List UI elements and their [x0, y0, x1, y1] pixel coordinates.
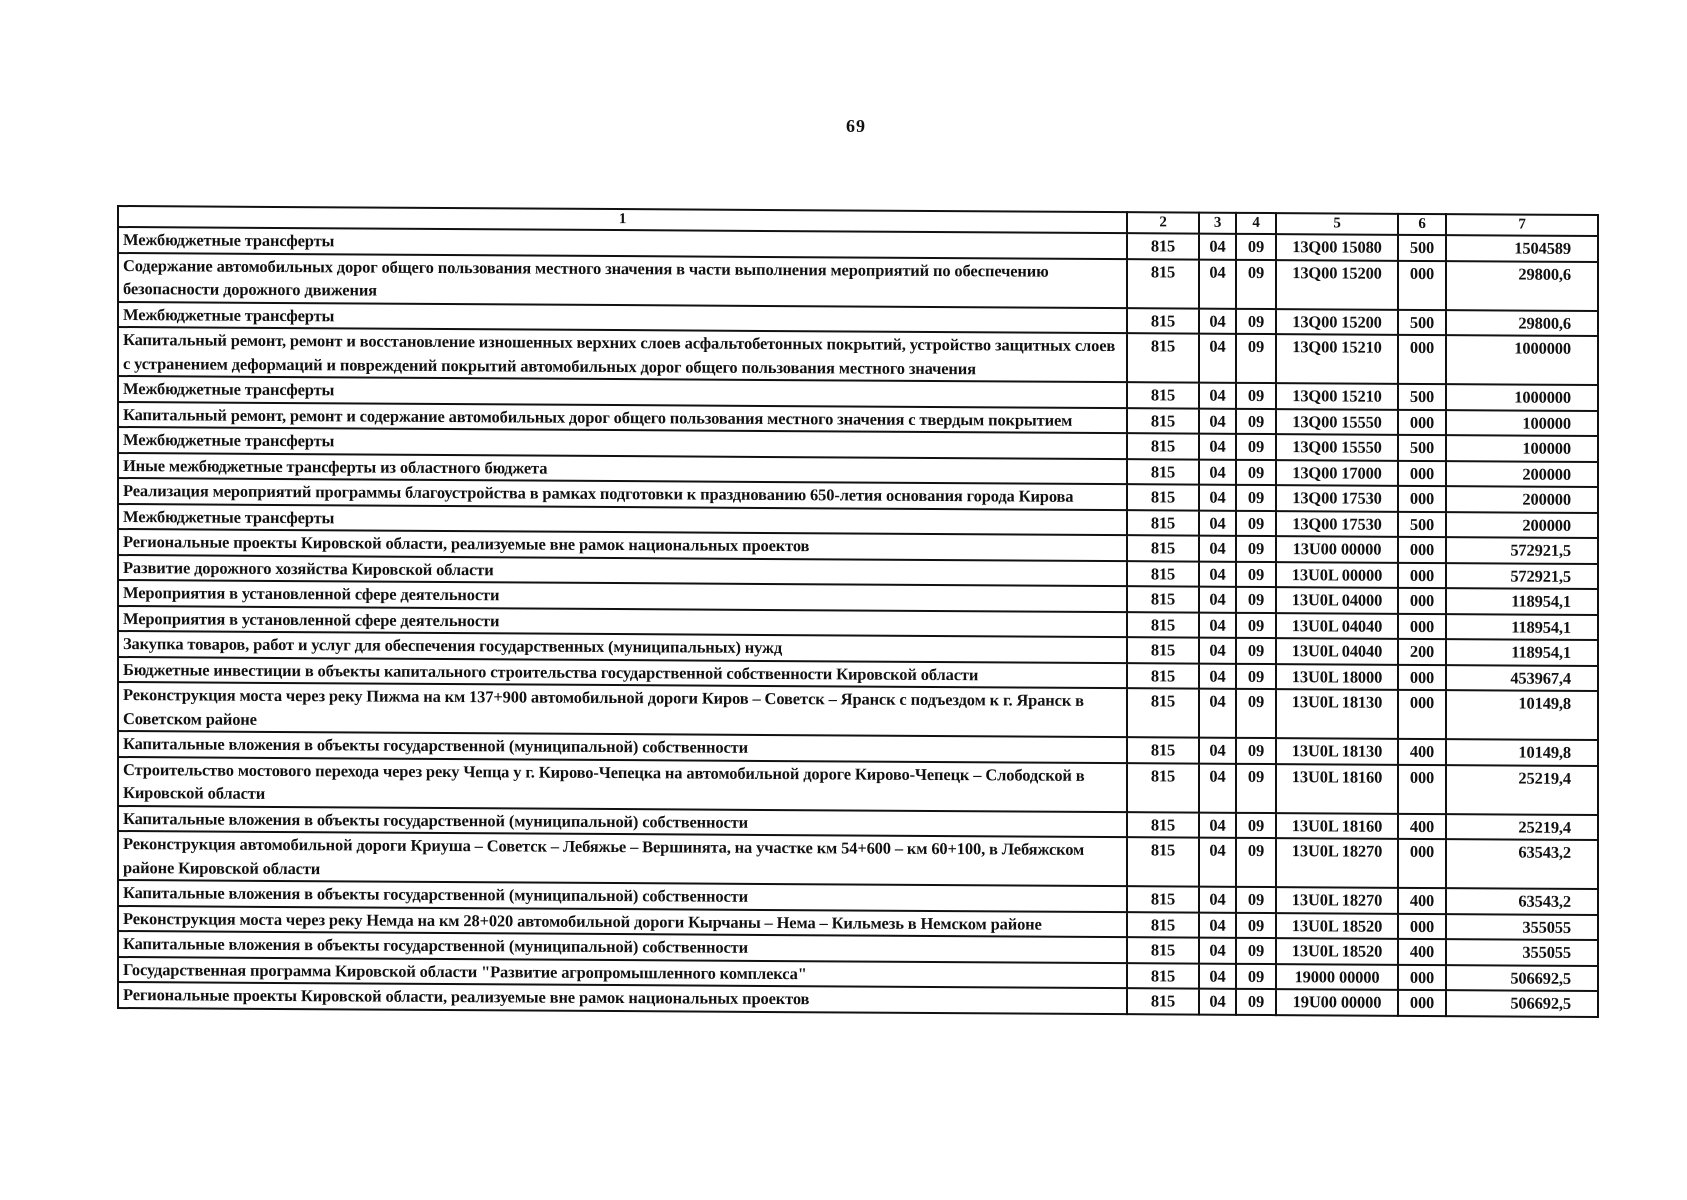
row-name-cell: Реконструкция моста через реку Пижма на км 137+900 автомобильной дороги Киров – Советск – Яранск с подъездом к г. Яранск в Советском районе [118, 682, 1127, 737]
table-row [118, 253, 1598, 311]
row-type-cell: 400 [1398, 888, 1446, 914]
row-subsection-cell: 09 [1236, 408, 1276, 434]
row-target-cell: 13Q00 15200 [1276, 260, 1398, 310]
row-code-cell: 815 [1127, 408, 1199, 434]
row-code-cell: 815 [1127, 912, 1199, 938]
row-type-cell: 000 [1398, 839, 1446, 888]
column-header: 7 [1446, 214, 1598, 236]
row-target-cell: 13Q00 15200 [1276, 309, 1398, 335]
row-target-cell: 13U0L 18520 [1276, 938, 1398, 964]
row-name-cell: Межбюджетные трансферты [118, 376, 1127, 408]
row-amount-cell: 200000 [1446, 486, 1598, 512]
row-code-cell: 815 [1127, 886, 1199, 912]
row-subsection-cell: 09 [1236, 838, 1276, 887]
row-target-cell: 13U0L 18160 [1276, 813, 1398, 839]
row-subsection-cell: 09 [1236, 383, 1276, 409]
row-section-cell: 04 [1199, 887, 1236, 913]
row-target-cell: 13U00 00000 [1276, 536, 1398, 562]
row-section-cell: 04 [1199, 938, 1236, 964]
row-amount-cell: 506692,5 [1446, 965, 1598, 991]
row-type-cell: 400 [1398, 813, 1446, 839]
table-row [118, 831, 1598, 889]
row-subsection-cell: 09 [1236, 989, 1276, 1015]
row-section-cell: 04 [1199, 259, 1236, 308]
row-name-cell: Мероприятия в установленной сфере деятельности [118, 580, 1127, 612]
row-name-cell: Мероприятия в установленной сфере деятельности [118, 606, 1127, 638]
row-name-cell: Развитие дорожного хозяйства Кировской области [118, 555, 1127, 587]
row-target-cell: 13U0L 18270 [1276, 838, 1398, 888]
row-target-cell: 13Q00 17000 [1276, 460, 1398, 486]
row-name-cell: Реконструкция автомобильной дороги Криуша – Советск – Лебяжье – Вершинята, на участке км 54+600 – км 60+100, в Лебяжском районе Кировской области [118, 831, 1127, 886]
row-subsection-cell: 09 [1236, 938, 1276, 964]
row-section-cell: 04 [1199, 334, 1236, 383]
row-type-cell: 000 [1398, 335, 1446, 384]
row-subsection-cell: 09 [1236, 510, 1276, 536]
row-subsection-cell: 09 [1236, 536, 1276, 562]
row-subsection-cell: 09 [1236, 259, 1276, 308]
row-type-cell: 000 [1398, 690, 1446, 739]
column-header: 2 [1127, 212, 1199, 233]
row-name-cell: Региональные проекты Кировской области, реализуемые вне рамок национальных проектов [118, 982, 1127, 1014]
row-type-cell: 000 [1398, 260, 1446, 309]
row-subsection-cell: 09 [1236, 334, 1276, 383]
row-code-cell: 815 [1127, 459, 1199, 485]
row-target-cell: 13Q00 17530 [1276, 485, 1398, 511]
row-type-cell: 000 [1398, 588, 1446, 614]
row-amount-cell: 29800,6 [1446, 310, 1598, 336]
row-amount-cell: 506692,5 [1446, 990, 1598, 1016]
row-target-cell: 13U0L 04040 [1276, 638, 1398, 664]
row-type-cell: 500 [1398, 384, 1446, 410]
row-subsection-cell: 09 [1236, 887, 1276, 913]
row-type-cell: 000 [1398, 562, 1446, 588]
row-name-cell: Иные межбюджетные трансферты из областного бюджета [118, 453, 1127, 485]
row-code-cell: 815 [1127, 484, 1199, 510]
row-target-cell: 13Q00 15210 [1276, 334, 1398, 384]
row-target-cell: 13U0L 18000 [1276, 664, 1398, 690]
row-type-cell: 000 [1398, 764, 1446, 813]
row-amount-cell: 25219,4 [1446, 814, 1598, 840]
row-amount-cell: 1000000 [1446, 335, 1598, 385]
row-type-cell: 500 [1398, 309, 1446, 335]
row-amount-cell: 10149,8 [1446, 739, 1598, 765]
row-code-cell: 815 [1127, 259, 1199, 308]
row-section-cell: 04 [1199, 383, 1236, 409]
row-code-cell: 815 [1127, 233, 1199, 259]
row-target-cell: 13U0L 04040 [1276, 613, 1398, 639]
row-subsection-cell: 09 [1236, 738, 1276, 764]
column-header: 6 [1398, 214, 1446, 235]
row-code-cell: 815 [1127, 308, 1199, 334]
row-type-cell: 000 [1398, 460, 1446, 486]
row-code-cell: 815 [1127, 561, 1199, 587]
row-section-cell: 04 [1199, 536, 1236, 562]
row-target-cell: 13Q00 15210 [1276, 383, 1398, 409]
row-name-cell: Капитальный ремонт, ремонт и содержание автомобильных дорог общего пользования местного значения с твердым покрытием [118, 402, 1127, 434]
row-code-cell: 815 [1127, 663, 1199, 689]
row-name-cell: Региональные проекты Кировской области, реализуемые вне рамок национальных проектов [118, 529, 1127, 561]
row-name-cell: Межбюджетные трансферты [118, 504, 1127, 536]
row-type-cell: 400 [1398, 939, 1446, 965]
row-section-cell: 04 [1199, 234, 1236, 260]
row-section-cell: 04 [1199, 587, 1236, 613]
row-type-cell: 000 [1398, 486, 1446, 512]
row-target-cell: 13U0L 18160 [1276, 764, 1398, 814]
row-name-cell: Межбюджетные трансферты [118, 427, 1127, 459]
row-code-cell: 815 [1127, 433, 1199, 459]
row-section-cell: 04 [1199, 612, 1236, 638]
row-section-cell: 04 [1199, 408, 1236, 434]
row-section-cell: 04 [1199, 485, 1236, 511]
row-section-cell: 04 [1199, 663, 1236, 689]
row-name-cell: Межбюджетные трансферты [118, 227, 1127, 259]
row-code-cell: 815 [1127, 333, 1199, 382]
row-section-cell: 04 [1199, 434, 1236, 460]
row-section-cell: 04 [1199, 308, 1236, 334]
row-code-cell: 815 [1127, 988, 1199, 1014]
row-amount-cell: 1000000 [1446, 384, 1598, 410]
row-amount-cell: 1504589 [1446, 235, 1598, 261]
row-target-cell: 19000 00000 [1276, 964, 1398, 990]
row-target-cell: 13U0L 18520 [1276, 913, 1398, 939]
table-row [118, 757, 1598, 815]
table-body [118, 227, 1598, 1017]
row-section-cell: 04 [1199, 638, 1236, 664]
row-section-cell: 04 [1199, 989, 1236, 1015]
row-type-cell: 500 [1398, 511, 1446, 537]
row-subsection-cell: 09 [1236, 663, 1276, 689]
row-section-cell: 04 [1199, 838, 1236, 887]
row-type-cell: 000 [1398, 913, 1446, 939]
row-code-cell: 815 [1127, 510, 1199, 536]
row-amount-cell: 10149,8 [1446, 690, 1598, 740]
row-section-cell: 04 [1199, 689, 1236, 738]
row-code-cell: 815 [1127, 763, 1199, 812]
row-amount-cell: 25219,4 [1446, 765, 1598, 815]
row-target-cell: 13Q00 17530 [1276, 511, 1398, 537]
row-name-cell: Содержание автомобильных дорог общего пользования местного значения в части выполнения мероприятий по обеспечению безопасности дорожного движения [118, 253, 1127, 308]
row-amount-cell: 63543,2 [1446, 839, 1598, 889]
row-code-cell: 815 [1127, 737, 1199, 763]
row-name-cell: Бюджетные инвестиции в объекты капитального строительства государственной собственности Кировской области [118, 657, 1127, 689]
column-header: 4 [1236, 213, 1276, 234]
row-subsection-cell: 09 [1236, 485, 1276, 511]
row-type-cell: 400 [1398, 739, 1446, 765]
row-target-cell: 13U0L 18130 [1276, 738, 1398, 764]
row-section-cell: 04 [1199, 763, 1236, 812]
row-type-cell: 000 [1398, 537, 1446, 563]
row-target-cell: 13U0L 04000 [1276, 587, 1398, 613]
row-name-cell: Закупка товаров, работ и услуг для обеспечения государственных (муниципальных) нужд [118, 631, 1127, 663]
row-target-cell: 13U0L 00000 [1276, 562, 1398, 588]
row-amount-cell: 118954,1 [1446, 614, 1598, 640]
row-section-cell: 04 [1199, 510, 1236, 536]
row-code-cell: 815 [1127, 382, 1199, 408]
row-code-cell: 815 [1127, 586, 1199, 612]
row-subsection-cell: 09 [1236, 763, 1276, 812]
row-type-cell: 000 [1398, 990, 1446, 1016]
row-section-cell: 04 [1199, 459, 1236, 485]
row-section-cell: 04 [1199, 963, 1236, 989]
row-subsection-cell: 09 [1236, 689, 1276, 738]
row-amount-cell: 355055 [1446, 939, 1598, 965]
budget-table [117, 205, 1599, 1018]
row-type-cell: 500 [1398, 235, 1446, 261]
row-subsection-cell: 09 [1236, 459, 1276, 485]
row-amount-cell: 100000 [1446, 410, 1598, 436]
row-amount-cell: 453967,4 [1446, 665, 1598, 691]
row-code-cell: 815 [1127, 637, 1199, 663]
row-subsection-cell: 09 [1236, 308, 1276, 334]
row-amount-cell: 118954,1 [1446, 639, 1598, 665]
row-target-cell: 19U00 00000 [1276, 989, 1398, 1015]
row-target-cell: 13Q00 15550 [1276, 434, 1398, 460]
column-header: 3 [1199, 213, 1236, 234]
row-amount-cell: 200000 [1446, 461, 1598, 487]
table-row [118, 327, 1598, 385]
row-amount-cell: 63543,2 [1446, 888, 1598, 914]
row-type-cell: 000 [1398, 613, 1446, 639]
row-name-cell: Реконструкция моста через реку Немда на км 28+020 автомобильной дороги Кырчаны – Нема – Кильмезь в Немском районе [118, 906, 1127, 938]
row-subsection-cell: 09 [1236, 912, 1276, 938]
row-type-cell: 200 [1398, 639, 1446, 665]
row-target-cell: 13U0L 18270 [1276, 887, 1398, 913]
row-target-cell: 13U0L 18130 [1276, 689, 1398, 739]
row-subsection-cell: 09 [1236, 638, 1276, 664]
row-subsection-cell: 09 [1236, 561, 1276, 587]
row-name-cell: Строительство мостового перехода через реку Чепца у г. Кирово-Чепецка на автомобильной дороге Кирово-Чепецк – Слободской в Кировской области [118, 757, 1127, 812]
table-row [118, 682, 1598, 740]
row-subsection-cell: 09 [1236, 434, 1276, 460]
row-name-cell: Межбюджетные трансферты [118, 302, 1127, 334]
row-name-cell: Государственная программа Кировской области "Развитие агропромышленного комплекса" [118, 957, 1127, 989]
page-number: 69 [846, 116, 866, 136]
row-amount-cell: 355055 [1446, 914, 1598, 940]
row-code-cell: 815 [1127, 837, 1199, 886]
row-name-cell: Капитальные вложения в объекты государственной (муниципальной) собственности [118, 931, 1127, 963]
row-section-cell: 04 [1199, 912, 1236, 938]
row-name-cell: Реализация мероприятий программы благоустройства в рамках подготовки к празднованию 650-летия основания города Кирова [118, 478, 1127, 510]
row-code-cell: 815 [1127, 612, 1199, 638]
row-code-cell: 815 [1127, 963, 1199, 989]
row-code-cell: 815 [1127, 937, 1199, 963]
row-type-cell: 000 [1398, 664, 1446, 690]
row-subsection-cell: 09 [1236, 812, 1276, 838]
row-subsection-cell: 09 [1236, 612, 1276, 638]
row-section-cell: 04 [1199, 812, 1236, 838]
row-name-cell: Капитальные вложения в объекты государственной (муниципальной) собственности [118, 806, 1127, 838]
row-section-cell: 04 [1199, 738, 1236, 764]
row-amount-cell: 572921,5 [1446, 563, 1598, 589]
row-amount-cell: 29800,6 [1446, 261, 1598, 311]
row-amount-cell: 572921,5 [1446, 537, 1598, 563]
column-header: 5 [1276, 213, 1398, 235]
row-type-cell: 000 [1398, 964, 1446, 990]
row-amount-cell: 200000 [1446, 512, 1598, 538]
row-amount-cell: 118954,1 [1446, 588, 1598, 614]
row-name-cell: Капитальные вложения в объекты государственной (муниципальной) собственности [118, 880, 1127, 912]
row-type-cell: 500 [1398, 435, 1446, 461]
row-subsection-cell: 09 [1236, 963, 1276, 989]
row-type-cell: 000 [1398, 409, 1446, 435]
row-subsection-cell: 09 [1236, 234, 1276, 260]
row-target-cell: 13Q00 15080 [1276, 234, 1398, 260]
row-code-cell: 815 [1127, 535, 1199, 561]
row-target-cell: 13Q00 15550 [1276, 409, 1398, 435]
row-amount-cell: 100000 [1446, 435, 1598, 461]
row-subsection-cell: 09 [1236, 587, 1276, 613]
row-code-cell: 815 [1127, 812, 1199, 838]
row-name-cell: Капитальные вложения в объекты государственной (муниципальной) собственности [118, 731, 1127, 763]
column-header: 1 [118, 206, 1127, 233]
row-section-cell: 04 [1199, 561, 1236, 587]
row-code-cell: 815 [1127, 688, 1199, 737]
row-name-cell: Капитальный ремонт, ремонт и восстановление изношенных верхних слоев асфальтобетонных покрытий, устройство защитных слоев с устранением деформаций и повреждений покрытий автомобильных дорог общего пользования местного значения [118, 327, 1127, 382]
